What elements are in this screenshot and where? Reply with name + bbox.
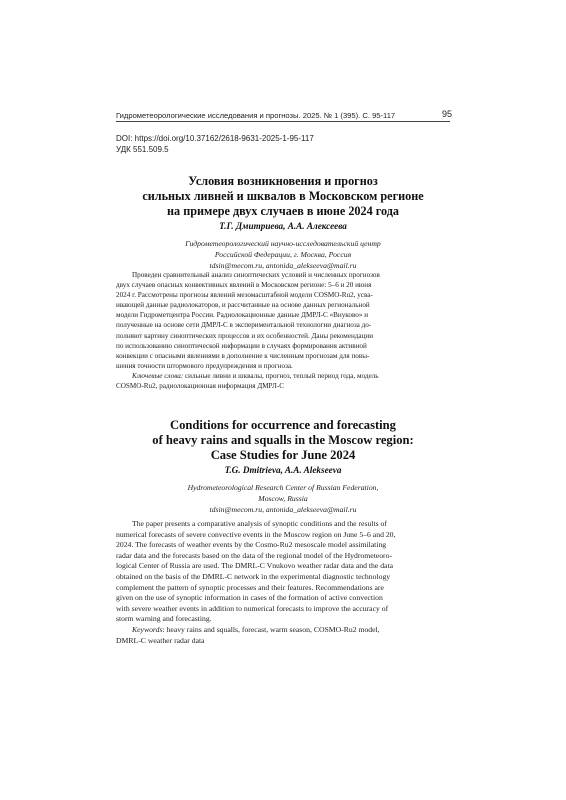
- en-keywords: [116, 625, 450, 636]
- ru-keywords-cont: COSMO-Ru2, радиолокационная информация ДМРЛ-С: [116, 382, 284, 391]
- en-title-line: Conditions for occurrence and forecasting: [170, 418, 396, 432]
- en-abstract-line: with severe weather events in addition to numerical forecasts to improve the accuracy of: [116, 603, 389, 613]
- ru-authors: Т.Г. Дмитриева, А.А. Алексеева: [219, 221, 347, 231]
- ru-abstract-line: шения точности штормового предупреждения и прогноза.: [116, 361, 293, 370]
- ru-title-line: на примере двух случаев в июне 2024 года: [167, 204, 399, 218]
- en-abstract-line: obtained on the basis of the DMRL-C network in the experimental diagnostic technology: [116, 571, 391, 581]
- en-keywords-text: : heavy rains and squalls, forecast, warm season, COSMO-Ru2 model,: [162, 624, 380, 634]
- en-abstract-line: The paper presents a comparative analysis of synoptic conditions and the results of: [132, 519, 387, 528]
- ru-title: [116, 174, 450, 219]
- doi-line: DOI: https://doi.org/10.37162/2618-9631-2025-1-95-117: [116, 134, 314, 143]
- ru-abstract-line: полученные на основе сети ДМРЛ-С в экспериментальной технологии диагноза до-: [116, 321, 372, 330]
- header-rule: [116, 121, 450, 122]
- en-abstract: [116, 519, 450, 646]
- en-affiliation-line: Hydrometeorological Research Center of Russian Federation,: [187, 483, 379, 492]
- en-abstract-line: complement the pattern of synoptic processes and their features. Recommendations are: [116, 582, 384, 592]
- en-affiliation: [116, 482, 450, 515]
- ru-abstract-line: полняют картину синоптических процессов и их особенностей. Даны рекомендации: [116, 331, 374, 340]
- ru-abstract-line: модели Гидрометцентра России. Радиолокационные данные ДМРЛ-С «Внуково» и: [116, 311, 369, 320]
- page-number: 95: [441, 109, 452, 119]
- ru-abstract-line: двух случаев опасных конвективных явлений в Московском регионе: 5–6 и 20 июня: [116, 281, 372, 290]
- en-abstract-line: numerical forecasts of severe convective events in the Moscow region on June 5–6 and 20,: [116, 529, 396, 539]
- ru-title-line: Условия возникновения и прогноз: [188, 174, 378, 188]
- en-abstract-line: storm warning and forecasting.: [116, 614, 212, 624]
- en-abstract-line: 2024. The forecasts of weather events by the Cosmo-Ru2 mesoscale model assimilating: [116, 540, 387, 550]
- en-title: [116, 418, 450, 463]
- ru-affiliation-line: Гидрометеорологический научно-исследовательский центр: [185, 239, 381, 248]
- running-head: Гидрометеорологические исследования и прогнозы. 2025. № 1 (395). С. 95-117: [116, 111, 396, 120]
- ru-abstract-line: ивающей данные радиолокаторов, и рассчитанные на основе данных региональной: [116, 301, 370, 310]
- ru-abstract-line: по использованию синоптической информации в случаях формирования активной: [116, 341, 367, 350]
- en-affiliation-line: Moscow, Russia: [258, 494, 308, 503]
- ru-affiliation: [116, 238, 450, 271]
- en-abstract-line: given on the use of synoptic information in cases of the formation of active convection: [116, 593, 383, 603]
- en-title-line: of heavy rains and squalls in the Moscow region:: [152, 433, 414, 447]
- udc-line: УДК 551.509.5: [116, 145, 169, 154]
- en-authors: T.G. Dmitrieva, A.A. Alekseeva: [224, 465, 342, 475]
- ru-abstract-line: 2024 г. Рассмотрены прогнозы явлений мезомасштабной модели COSMO-Ru2, усва-: [116, 291, 373, 300]
- ru-keywords-label: Ключевые слова:: [132, 371, 184, 380]
- en-title-line: Case Studies for June 2024: [210, 448, 356, 462]
- ru-abstract-line: Проведен сравнительный анализ синоптических условий и численных прогнозов: [132, 271, 380, 279]
- ru-affiliation-line: Российской Федерации, г. Москва, Россия: [214, 250, 352, 259]
- en-abstract-line: logical Center of Russia are used. The DMRL-C Vnukovo weather radar data and the data: [116, 561, 394, 571]
- en-abstract-line: radar data and the forecasts based on the data of the regional model of the Hydrometeoro-: [116, 550, 392, 560]
- ru-abstract: [116, 270, 450, 391]
- en-keywords-label: Keywords: [132, 624, 163, 634]
- ru-title-line: сильных ливней и шквалов в Московском регионе: [142, 189, 424, 203]
- ru-keywords-text: сильные ливни и шквалы, прогноз, теплый период года, модель: [183, 371, 379, 380]
- en-keywords-cont: DMRL-C weather radar data: [116, 635, 205, 645]
- ru-affiliation-email: tdsin@mecom.ru, antonida_alekseeva@mail.ru: [209, 261, 357, 270]
- ru-abstract-line: конвекции с опасными явлениями в дополнение к численным прогнозам для повы-: [116, 351, 370, 360]
- ru-keywords: [116, 371, 450, 381]
- en-affiliation-email: tdsin@mecom.ru, antonida_alekseeva@mail.ru: [209, 505, 357, 514]
